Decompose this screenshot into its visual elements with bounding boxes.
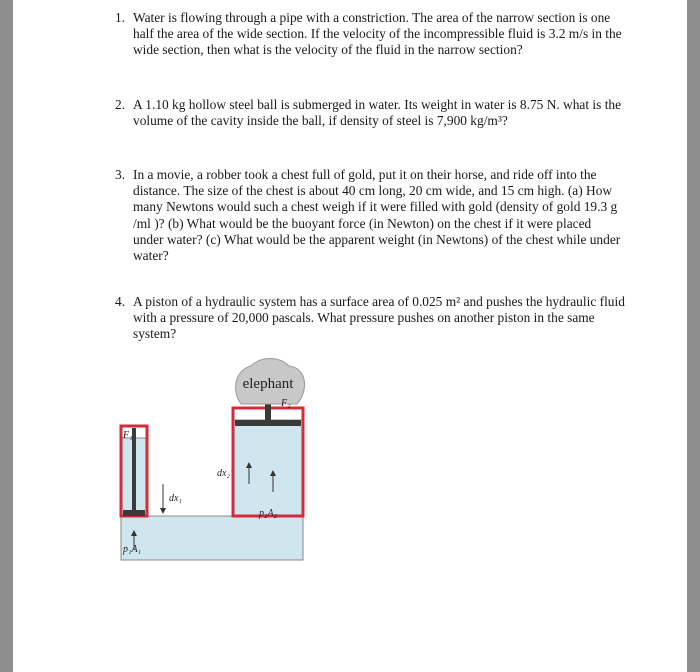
f1-label: F₁ [123, 430, 133, 441]
dx1-label: dx₁ [169, 493, 182, 504]
question-number: 1. [115, 10, 126, 25]
question-2 [115, 97, 625, 129]
dx2-label: dx₂ [217, 468, 230, 479]
question-text: A piston of a hydraulic system has a surface area of 0.025 m² and pushes the hydraulic fluid with a pressure of 20,000 pascals. What pressure pushes on another piston in the same system? [133, 294, 625, 342]
question-text: Water is flowing through a pipe with a constriction. The area of the narrow section is one half the area of the wide section. If the velocity of the incompressible fluid is 3.2 m/s in the wide section, then what is the velocity of the fluid in the narrow section? [133, 10, 622, 58]
f2-label: F₂ [281, 398, 291, 409]
question-number: 2. [115, 97, 126, 112]
elephant-label: elephant [242, 376, 294, 392]
question-3 [115, 167, 625, 264]
question-number: 4. [115, 294, 126, 309]
question-text: In a movie, a robber took a chest full of gold, put it on their horse, and ride off into the distance. The size of the chest is about 40 cm long, 20 cm wide, and 15 cm high. (a) How many Newtons would such a chest weigh if it were filled with gold (density of gold 19.3 g /ml )? (b) What would be the buoyant force (in Newton) on the chest if it were placed under water? (c) What would be the apparent weight (in Newtons) of the chest while under water? [133, 167, 621, 264]
hydraulic-press-diagram [113, 356, 353, 566]
p2a2-label: p₂A₂ [259, 508, 278, 519]
dx1-arrowhead [160, 508, 166, 514]
large-piston [235, 420, 301, 426]
p1a1-label: p₁A₁ [123, 544, 142, 555]
question-4 [115, 294, 625, 343]
document-page [13, 0, 687, 672]
small-piston [123, 510, 145, 516]
question-text: A 1.10 kg hollow steel ball is submerged in water. Its weight in water is 8.75 N. what is the volume of the cavity inside the ball, if density of steel is 7,900 kg/m³? [133, 97, 622, 129]
question-number: 3. [115, 167, 126, 182]
small-piston-rod [132, 428, 136, 510]
question-1 [115, 10, 625, 59]
